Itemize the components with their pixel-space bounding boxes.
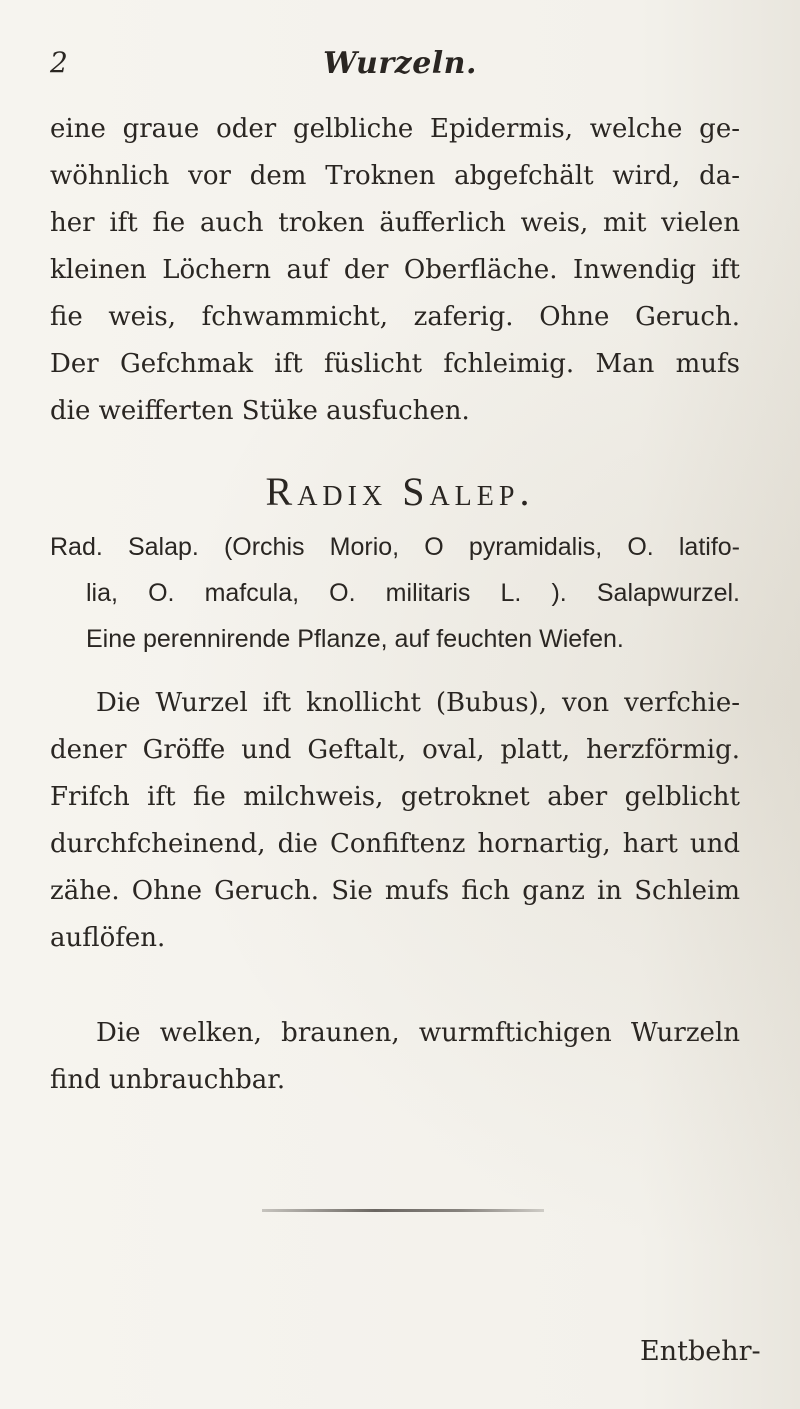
text-line: Der Gefchmak ift füslicht fchleimig. Man mufs [50,349,740,379]
text-line: die weifferten Stüke ausfuchen. [50,396,470,426]
text-line: durchfcheinend, die Confiftenz hornartig, hart und [50,829,740,859]
paragraph-epidermis [50,106,740,435]
page-number: 2 [50,46,68,79]
section-divider-rule [262,1209,544,1212]
text-line: lia, O. mafcula, O. militaris L. ). Salapwurzel. [86,579,740,607]
salep-description [50,524,740,662]
text-line: dener Gröffe und Geftalt, oval, platt, herzförmig. [50,735,740,765]
running-head: Wurzeln. [323,46,477,81]
paragraph-root-description [50,680,740,962]
page-header [50,46,750,86]
text-line: her ift fie auch troken äufferlich weis, mit vielen [50,208,740,238]
text-line: kleinen Löchern auf der Oberfläche. Inwendig ift [50,255,740,285]
text-line: Rad. Salap. (Orchis Morio, O pyramidalis, O. latifo- [50,533,740,561]
text-line: Die Wurzel ift knollicht (Bubus), von verfchie- [96,688,740,718]
text-line: eine graue oder gelbliche Epidermis, welche ge- [50,114,740,144]
text-line: Die welken, braunen, wurmftichigen Wurzeln [96,1018,740,1048]
text-line: Frifch ift fie milchweis, getroknet aber gelblicht [50,782,740,812]
section-heading-radix-salep: Radix Salep. [265,469,535,514]
paragraph-unusable-roots [50,1010,740,1104]
text-line: find unbrauchbar. [50,1065,286,1095]
text-line: auflöfen. [50,923,166,953]
text-line: zähe. Ohne Geruch. Sie mufs fich ganz in Schleim [50,876,740,906]
text-line: Eine perennirende Pflanze, auf feuchten Wiefen. [86,625,624,653]
text-line: fie weis, fchwammicht, zaferig. Ohne Geruch. [50,302,740,332]
text-line: wöhnlich vor dem Troknen abgefchält wird, da- [50,161,740,191]
catchword: Entbehr- [640,1336,761,1367]
